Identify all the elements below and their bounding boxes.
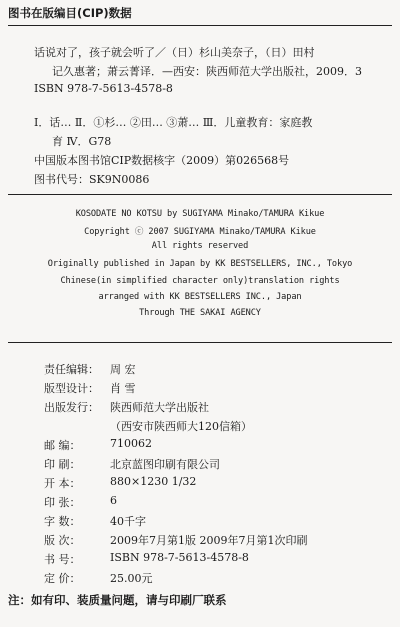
english-line: arranged with KK BESTSELLERS INC., Japan <box>98 292 302 302</box>
detail-value: 肖 雪 <box>110 382 136 395</box>
detail-label: 字 数： <box>44 515 81 528</box>
detail-value: 6 <box>110 494 117 507</box>
cip-isbn: ISBN 978-7-5613-4578-8 <box>34 82 173 95</box>
detail-label: 版 次： <box>44 534 81 547</box>
detail-label: 书 号： <box>44 553 81 566</box>
divider <box>8 194 392 195</box>
cip-record-number: 中国版本图书馆CIP数据核字（2009）第026568号 <box>34 154 290 167</box>
cip-classification-cont: 育 Ⅳ．G78 <box>52 135 112 148</box>
detail-label: 邮 编： <box>44 439 81 452</box>
cip-classification: Ⅰ．话… Ⅱ．①杉… ②田… ③萧… Ⅲ．儿童教育：家庭教 <box>34 116 313 129</box>
detail-value: 2009年7月第1版 2009年7月第1次印刷 <box>110 534 308 547</box>
detail-label: 开 本： <box>44 477 81 490</box>
english-line: Through THE SAKAI AGENCY <box>139 308 261 318</box>
detail-label: 责任编辑： <box>44 363 99 376</box>
book-code: 图书代号：SK9N0086 <box>34 173 150 186</box>
detail-value: ISBN 978-7-5613-4578-8 <box>110 551 249 564</box>
english-line: Originally published in Japan by KK BESTSELLERS, INC., Tokyo <box>47 259 353 269</box>
english-line: Chinese(in simplified character only)translation rights <box>60 276 340 286</box>
divider <box>8 25 392 26</box>
detail-label: 版型设计： <box>44 382 99 395</box>
detail-label: 印 张： <box>44 496 81 509</box>
detail-label: 出版发行： <box>44 401 99 414</box>
detail-value: 710062 <box>110 437 152 450</box>
detail-value: （西安市陕西师大120信箱） <box>110 420 252 433</box>
cip-text-line: 记久惠著；萧云菁译．—西安：陕西师范大学出版社，2009．3 <box>52 65 362 78</box>
detail-value: 北京蓝图印刷有限公司 <box>110 458 220 471</box>
english-line: Copyright ⓒ 2007 SUGIYAMA Minako/TAMURA Kikue <box>84 227 316 237</box>
detail-value: 25.00元 <box>110 572 153 585</box>
detail-value: 周 宏 <box>110 363 136 376</box>
cip-header: 图书在版编目(CIP)数据 <box>8 6 132 20</box>
detail-label: 印 刷： <box>44 458 81 471</box>
detail-value: 880×1230 1/32 <box>110 475 197 488</box>
english-line: KOSODATE NO KOTSU by SUGIYAMA Minako/TAMURA Kikue <box>75 209 325 219</box>
quality-notice: 注：如有印、装质量问题，请与印刷厂联系 <box>8 593 227 607</box>
detail-value: 陕西师范大学出版社 <box>110 401 209 414</box>
detail-value: 40千字 <box>110 515 146 528</box>
detail-label: 定 价： <box>44 572 81 585</box>
cip-text-line: 话说对了，孩子就会听了／（日）杉山美奈子，（日）田村 <box>34 46 315 59</box>
english-line: All rights reserved <box>151 241 249 251</box>
divider <box>8 342 392 343</box>
